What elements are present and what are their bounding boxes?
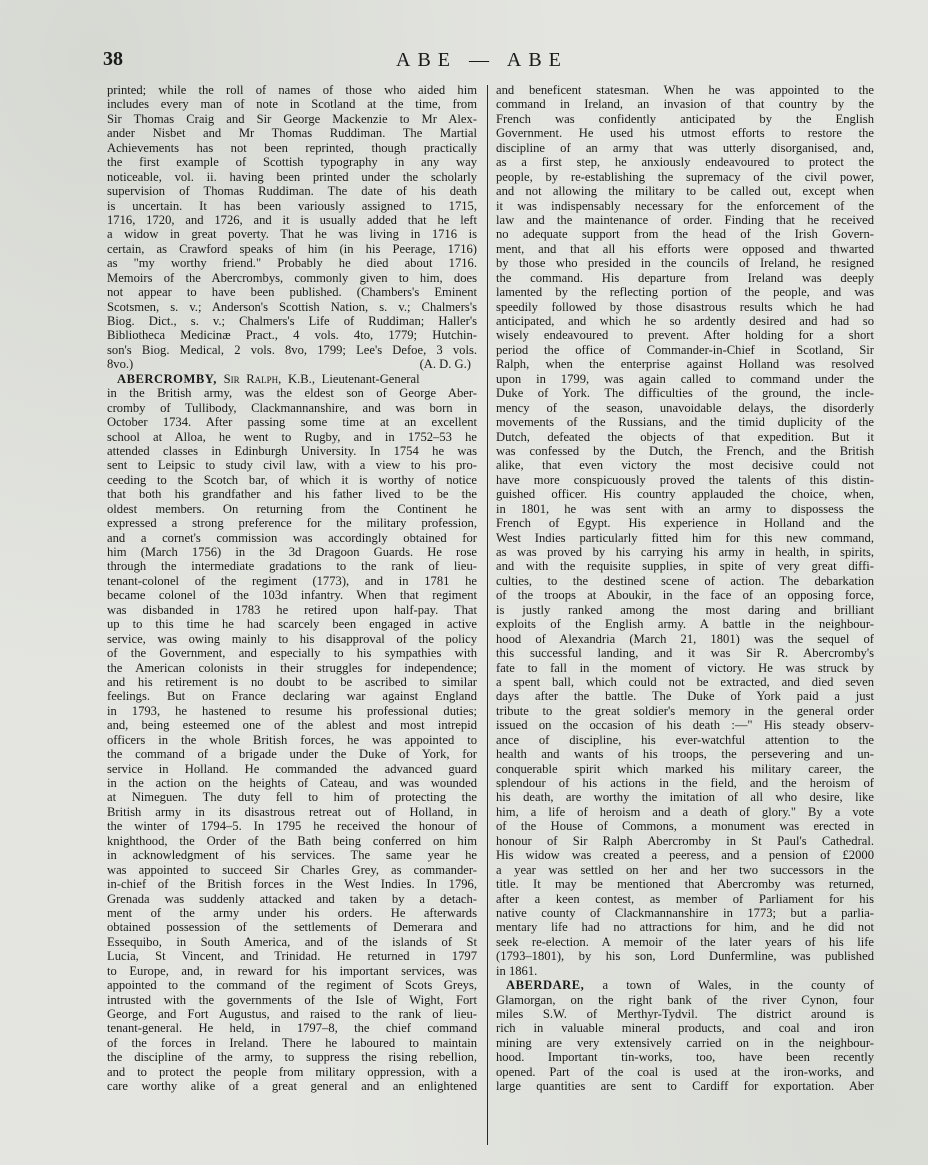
text-line: hood of Alexandria (March 21, 1801) was the sequel of bbox=[496, 631, 874, 646]
text-line: sent to Leipsic to study civil law, with a view to his pro- bbox=[107, 458, 477, 473]
text-line: of the troops at Aboukir, in the face of an opposing force, bbox=[496, 588, 874, 603]
text-line: honour of Sir Ralph Abercromby in St Paul's Cathedral. bbox=[496, 833, 874, 848]
text-line: service in Holland. He commanded the advanced guard bbox=[107, 761, 477, 776]
text-line: tenant-general. He held, in 1797–8, the chief command bbox=[107, 1021, 477, 1036]
text-line: that both his grandfather and his father lived to be the bbox=[107, 487, 477, 502]
text-line: British army in its disastrous retreat out of Holland, in bbox=[107, 804, 477, 819]
text-line: of the Government, and especially to his sympathies with bbox=[107, 646, 477, 661]
text-line: appointed to the command of the regiment of Scots Greys, bbox=[107, 978, 477, 993]
text-line: Essequibo, in South America, and of the islands of St bbox=[107, 934, 477, 949]
text-line: command in Ireland, an invasion of that country by the bbox=[496, 97, 874, 112]
text-line: the first example of Scottish typography in any way bbox=[107, 155, 477, 170]
text-line: movements of the Russians, and the timid duplicity of the bbox=[496, 415, 874, 430]
text-line: was disbanded in 1783 he retired upon half-pay. That bbox=[107, 602, 477, 617]
text-line: up to this time he had scarcely been engaged in active bbox=[107, 617, 477, 632]
text-line: speedily followed by those disastrous results which he had bbox=[496, 299, 874, 314]
entry-first-line bbox=[107, 372, 477, 386]
text-line: miles S.W. of Merthyr-Tydvil. The district around is bbox=[496, 1007, 874, 1021]
headword: ABERCROMBY, bbox=[117, 371, 217, 386]
text-line: Duke of York. The difficulties of the ground, the incle- bbox=[496, 386, 874, 401]
text-line: native county of Clackmannanshire in 1773; but a parlia- bbox=[496, 905, 874, 920]
text-line: and a cornet's commission was accordingly obtained for bbox=[107, 530, 477, 545]
text-line: wisely endeavoured to prevent. After holding for a short bbox=[496, 328, 874, 343]
text-line: issued on the occasion of his death :—" His steady observ- bbox=[496, 718, 874, 733]
text-line: a widow in great poverty. That he was living in 1716 is bbox=[107, 227, 477, 242]
entry-body bbox=[107, 386, 477, 1093]
running-head: ABE — ABE bbox=[396, 49, 568, 71]
text-line: Government. He used his utmost efforts to restore the bbox=[496, 126, 874, 141]
text-line: in the British army, was the eldest son of George Aber- bbox=[107, 386, 477, 401]
text-line: title. It may be mentioned that Abercromby was returned, bbox=[496, 877, 874, 892]
text-line: French of Egypt. His experience in Holland and the bbox=[496, 516, 874, 531]
text-line: school at Alloa, he went to Rugby, and in 1752–53 he bbox=[107, 429, 477, 444]
text-line: Bibliotheca Medicinæ Pract., 4 vols. 4to, 1779; Hutchin- bbox=[107, 328, 477, 343]
text-line: intrusted with the governments of the Isle of Wight, Fort bbox=[107, 992, 477, 1007]
text-line: lamented by the reflecting portion of the people, and was bbox=[496, 285, 874, 300]
text-line: anticipated, and which he so ardently desired and had so bbox=[496, 314, 874, 328]
text-line: is justly ranked among the most daring and brilliant bbox=[496, 602, 874, 617]
text-line: him (March 1756) in the 3d Dragoon Guards. He rose bbox=[107, 545, 477, 559]
citation-end: 8vo.) bbox=[107, 357, 134, 372]
text-line: ceeding to the Scotch bar, of which it is worthy of notice bbox=[107, 472, 477, 487]
text-line: cromby of Tullibody, Clackmannanshire, and was born in bbox=[107, 400, 477, 415]
text-line: mentary life had no attractions for him, and he did not bbox=[496, 920, 874, 935]
text-line: large quantities are sent to Cardiff for exportation. Aber bbox=[496, 1079, 874, 1094]
text-line: officers in the whole British forces, he was appointed to bbox=[107, 732, 477, 747]
text-line: as a first step, he anxiously endeavoured to protect the bbox=[496, 155, 874, 170]
text-line: Grenada was suddenly attacked and taken by a detach- bbox=[107, 891, 477, 906]
text-line: 1716, 1720, and 1726, and it is usually added that he left bbox=[107, 212, 477, 227]
text-line: knighthood, the Order of the Bath being conferred on him bbox=[107, 833, 477, 848]
text-line: French was confidently anticipated by the English bbox=[496, 111, 874, 126]
text-line: a year was settled on her and her two successors in the bbox=[496, 862, 874, 877]
text-line: after a keen contest, as member of Parliament for his bbox=[496, 891, 874, 906]
column-divider bbox=[487, 85, 488, 1145]
text-line: ander Nisbet and Mr Thomas Ruddiman. The Martial bbox=[107, 126, 477, 141]
entry-last-line: in 1861. bbox=[496, 963, 538, 978]
text-line: in 1801, he was sent with an army to dispossess the bbox=[496, 501, 874, 516]
text-line: guished officer. His country applauded the choice, when, bbox=[496, 487, 874, 502]
text-line: ment, and that all his efforts were opposed and thwarted bbox=[496, 241, 874, 256]
text-line: of the House of Commons, a monument was erected in bbox=[496, 819, 874, 834]
text-line: opened. Part of the coal is used at the iron-works, and bbox=[496, 1064, 874, 1079]
text-line: exploits of the English army. A battle in the neighbour- bbox=[496, 617, 874, 632]
text-line: oldest members. On returning from the Continent he bbox=[107, 501, 477, 516]
text-line: and not allowing the military to be called out, except when bbox=[496, 184, 874, 199]
text-line: expressed a strong preference for the military profession, bbox=[107, 516, 477, 531]
text-line: this successful landing, and it was Sir R. Abercromby's bbox=[496, 646, 874, 661]
text-line: culties, to the destined scene of action. The debarkation bbox=[496, 573, 874, 588]
text-line: and beneficent statesman. When he was appointed to the bbox=[496, 83, 874, 97]
text-line: fate to fall in the moment of victory. He was struck by bbox=[496, 660, 874, 675]
text-line: him, a life of heroism and a death of glory." By a vote bbox=[496, 804, 874, 819]
text-line: Dutch, defeated the objects of that expedition. But it bbox=[496, 429, 874, 444]
text-line: rich in valuable mineral products, and coal and iron bbox=[496, 1021, 874, 1036]
text-line: the command of a brigade under the Duke of York, for bbox=[107, 747, 477, 762]
text-line: ment of the army under his orders. He afterwards bbox=[107, 905, 477, 920]
text-line: (1793–1801), by his son, Lord Dunfermline, was published bbox=[496, 949, 874, 964]
text-line: tenant-colonel of the regiment (1773), and in 1781 he bbox=[107, 573, 477, 588]
text-line: and his retirement is no doubt to be ascribed to similar bbox=[107, 674, 477, 689]
text-line: health and wants of his troops, the persevering and un- bbox=[496, 747, 874, 762]
text-line: feelings. But on France declaring war against England bbox=[107, 689, 477, 704]
text-line: the American colonists in their struggles for independence; bbox=[107, 660, 477, 675]
text-line: people, by re-establishing the supremacy of the civil power, bbox=[496, 169, 874, 184]
text-line: printed; while the roll of names of those who aided him bbox=[107, 83, 477, 97]
text-line: alike, that even victory the most decisive could not bbox=[496, 458, 874, 473]
text-line: splendour of his actions in the field, and the heroism of bbox=[496, 776, 874, 790]
text-line: of the forces in Ireland. There he laboured to maintain bbox=[107, 1035, 477, 1050]
text-line: hood. Important tin-works, too, have been recently bbox=[496, 1050, 874, 1065]
text-line: mency of the season, unavoidable delays, the disorderly bbox=[496, 400, 874, 415]
text-line: Memoirs of the Abercrombys, commonly given to him, does bbox=[107, 270, 477, 285]
text-line: the discipline of the army, to suppress the rising rebellion, bbox=[107, 1050, 477, 1065]
text-line: by those who presided in the councils of Ireland, he resigned bbox=[496, 256, 874, 271]
text-line: Achievements has not been reprinted, though practically bbox=[107, 140, 477, 155]
text-line: was confessed by the Dutch, the French, and the British bbox=[496, 443, 874, 458]
text-line: Biog. Dict., s. v.; Chalmers's Life of Ruddiman; Haller's bbox=[107, 314, 477, 328]
entry-aberdare bbox=[496, 978, 874, 1094]
entry-first-line-rest: K.B., Lieutenant-General bbox=[288, 371, 420, 386]
entry-first-line-rest: a town of Wales, in the county of bbox=[602, 978, 874, 993]
text-line: obtained possession of the settlements of Demerara and bbox=[107, 920, 477, 935]
text-line: Sir Thomas Craig and Sir George Mackenzie to Mr Alex- bbox=[107, 111, 477, 126]
text-line: Glamorgan, on the right bank of the river Cynon, four bbox=[496, 992, 874, 1007]
text-line: in the action on the heights of Cateau, and was wounded bbox=[107, 776, 477, 790]
entry-title: Sir Ralph, bbox=[223, 371, 282, 386]
text-line: son's Biog. Medical, 2 vols. 8vo, 1799; Lee's Defoe, 3 vols. bbox=[107, 342, 477, 357]
text-line: law and the maintenance of order. Finding that he received bbox=[496, 212, 874, 227]
text-line: mining are very extensively carried on in the neighbour- bbox=[496, 1035, 874, 1050]
text-line: was appointed to succeed Sir Charles Grey, as commander- bbox=[107, 862, 477, 877]
left-column bbox=[107, 83, 477, 1094]
text-line: a spent ball, which could not be extracted, and died seven bbox=[496, 674, 874, 689]
text-line: days after the battle. The Duke of York paid a just bbox=[496, 689, 874, 704]
text-line: and with the requisite supplies, in spite of very great diffi- bbox=[496, 559, 874, 574]
text-line: in acknowledgment of his services. The same year he bbox=[107, 848, 477, 863]
text-line: it was indispensably necessary for the enforcement of the bbox=[496, 198, 874, 213]
text-line: care worthy alike of a great general and an enlightened bbox=[107, 1079, 477, 1094]
text-line: West Indies particularly fitted him for this new command, bbox=[496, 530, 874, 545]
text-line: to Europe, and, in reward for his important services, was bbox=[107, 963, 477, 978]
text-line: in-chief of the British forces in the West Indies. In 1796, bbox=[107, 877, 477, 892]
author-initials: (A. D. G.) bbox=[419, 357, 471, 372]
page-number: 38 bbox=[103, 48, 123, 70]
text-line: includes every man of note in Scotland at the time, from bbox=[107, 97, 477, 112]
text-line: not appear to have been published. (Chambers's Eminent bbox=[107, 285, 477, 300]
text-line: supervision of Thomas Ruddiman. The date of his death bbox=[107, 184, 477, 199]
continued-entry-text bbox=[107, 83, 477, 357]
text-line: Scotsmen, s. v.; Anderson's Scottish Nation, s. v.; Chalmers's bbox=[107, 299, 477, 314]
entry-body bbox=[496, 993, 874, 1094]
text-line: as was proved by his carrying his army in health, in spirits, bbox=[496, 545, 874, 559]
text-line: conquerable spirit which marked his military career, the bbox=[496, 761, 874, 776]
right-column bbox=[496, 83, 874, 1094]
text-line: noticeable, vol. ii. having been printed under the scholarly bbox=[107, 169, 477, 184]
text-line: seek re-election. A memoir of the later years of his life bbox=[496, 934, 874, 949]
text-line: service, was owing mainly to his disapproval of the policy bbox=[107, 631, 477, 646]
text-line: ance of discipline, his ever-watchful attention to the bbox=[496, 732, 874, 747]
entry-abercromby bbox=[107, 372, 477, 1094]
headword: ABERDARE, bbox=[506, 978, 585, 993]
text-line: period the office of Commander-in-Chief in Scotland, Sir bbox=[496, 342, 874, 357]
text-line: became colonel of the 103d infantry. When that regiment bbox=[107, 588, 477, 603]
text-line: upon in 1799, was again called to command under the bbox=[496, 371, 874, 386]
entry-first-line bbox=[496, 978, 874, 992]
text-line: have more conspicuously proved the talents of this distin- bbox=[496, 472, 874, 487]
text-line: the command. His departure from Ireland was deeply bbox=[496, 270, 874, 285]
entry-continuation bbox=[496, 83, 874, 964]
text-line: October 1734. After passing some time at an excellent bbox=[107, 415, 477, 430]
text-line: no adequate support from the head of the Irish Govern- bbox=[496, 227, 874, 242]
text-line: his death, are worthy the imitation of all who desire, like bbox=[496, 790, 874, 805]
text-line: attended classes in Edinburgh University. In 1754 he was bbox=[107, 443, 477, 458]
text-line: and to protect the people from military oppression, with a bbox=[107, 1064, 477, 1079]
text-line: the winter of 1794–5. In 1795 he received the honour of bbox=[107, 819, 477, 834]
signature-line bbox=[107, 357, 477, 371]
text-line: in 1793, he hastened to resume his professional duties; bbox=[107, 703, 477, 718]
text-line: is uncertain. It has been variously assigned to 1715, bbox=[107, 198, 477, 213]
text-line: Lucia, St Vincent, and Trinidad. He returned in 1797 bbox=[107, 949, 477, 964]
text-line: and, being esteemed one of the ablest and most intrepid bbox=[107, 718, 477, 733]
text-line: Ralph, when the enterprise against Holland was resolved bbox=[496, 357, 874, 372]
text-line: certain, as Crawford speaks of him (in his Peerage, 1716) bbox=[107, 241, 477, 256]
text-line: tribute to the great soldier's memory in the general order bbox=[496, 703, 874, 718]
text-line: George, and Fort Augustus, and raised to the rank of lieu- bbox=[107, 1007, 477, 1021]
text-line: at Nimeguen. The duty fell to him of protecting the bbox=[107, 790, 477, 805]
text-line: as "my worthy friend." Probably he died about 1716. bbox=[107, 256, 477, 271]
text-line: through the intermediate gradations to the rank of lieu- bbox=[107, 559, 477, 574]
text-line: His widow was created a peeress, and a pension of £2000 bbox=[496, 848, 874, 863]
text-line: discipline of an army that was utterly disorganised, and, bbox=[496, 140, 874, 155]
